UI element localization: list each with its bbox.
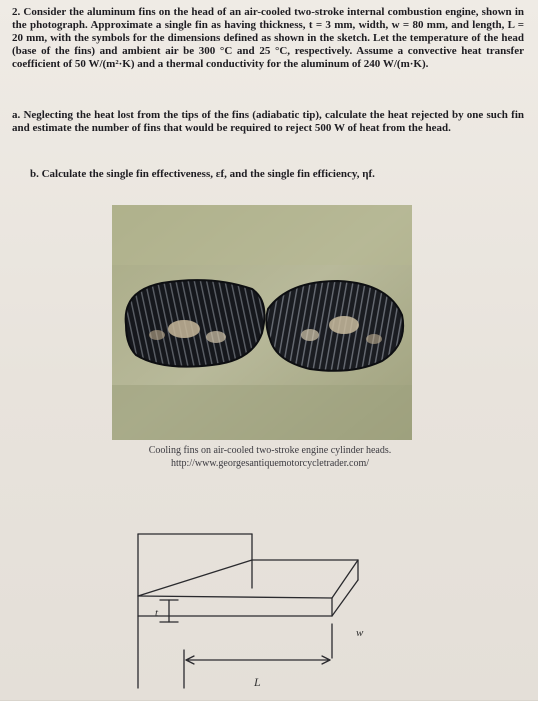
part-a-text: a. Neglecting the heat lost from the tips of the fins (adiabatic tip), calculate the heat rejected by one such fin and estimate the number of fins that would be required to reject 500 W of heat from the head.	[12, 109, 524, 134]
problem-statement	[12, 6, 524, 71]
caption-text: Cooling fins on air-cooled two-stroke engine cylinder heads.	[148, 445, 392, 456]
label-t: t	[155, 607, 159, 619]
engine-heads-image	[112, 205, 412, 440]
problem-text: 2. Consider the aluminum fins on the head of an air-cooled two-stroke internal combustion engine, shown in the photograph. Approximate a single fin as having thickness, t = 3 mm, width, w = 80 mm, and length, L = 20 mm, with the symbols for the dimensions defined as shown in the sketch. Let the temperature of the head (base of the fins) and ambient air be 300 °C and 25 °C, respectively. Assume a convective heat transfer coefficient of 50 W/(m²·K) and a thermal conductivity for the aluminum of 240 W/(m·K).	[12, 6, 524, 70]
label-w: w	[356, 627, 364, 639]
caption-url: http://www.georgesantiquemotorcycletrader.com/	[171, 458, 369, 469]
photo-caption	[80, 444, 460, 470]
part-b-text: b. Calculate the single fin effectiveness, εf, and the single fin efficiency, ηf.	[30, 168, 375, 180]
fin-dimension-diagram	[120, 528, 420, 696]
engine-fins-photo	[112, 205, 412, 440]
fin-sketch	[120, 528, 420, 696]
label-l: L	[254, 675, 261, 689]
